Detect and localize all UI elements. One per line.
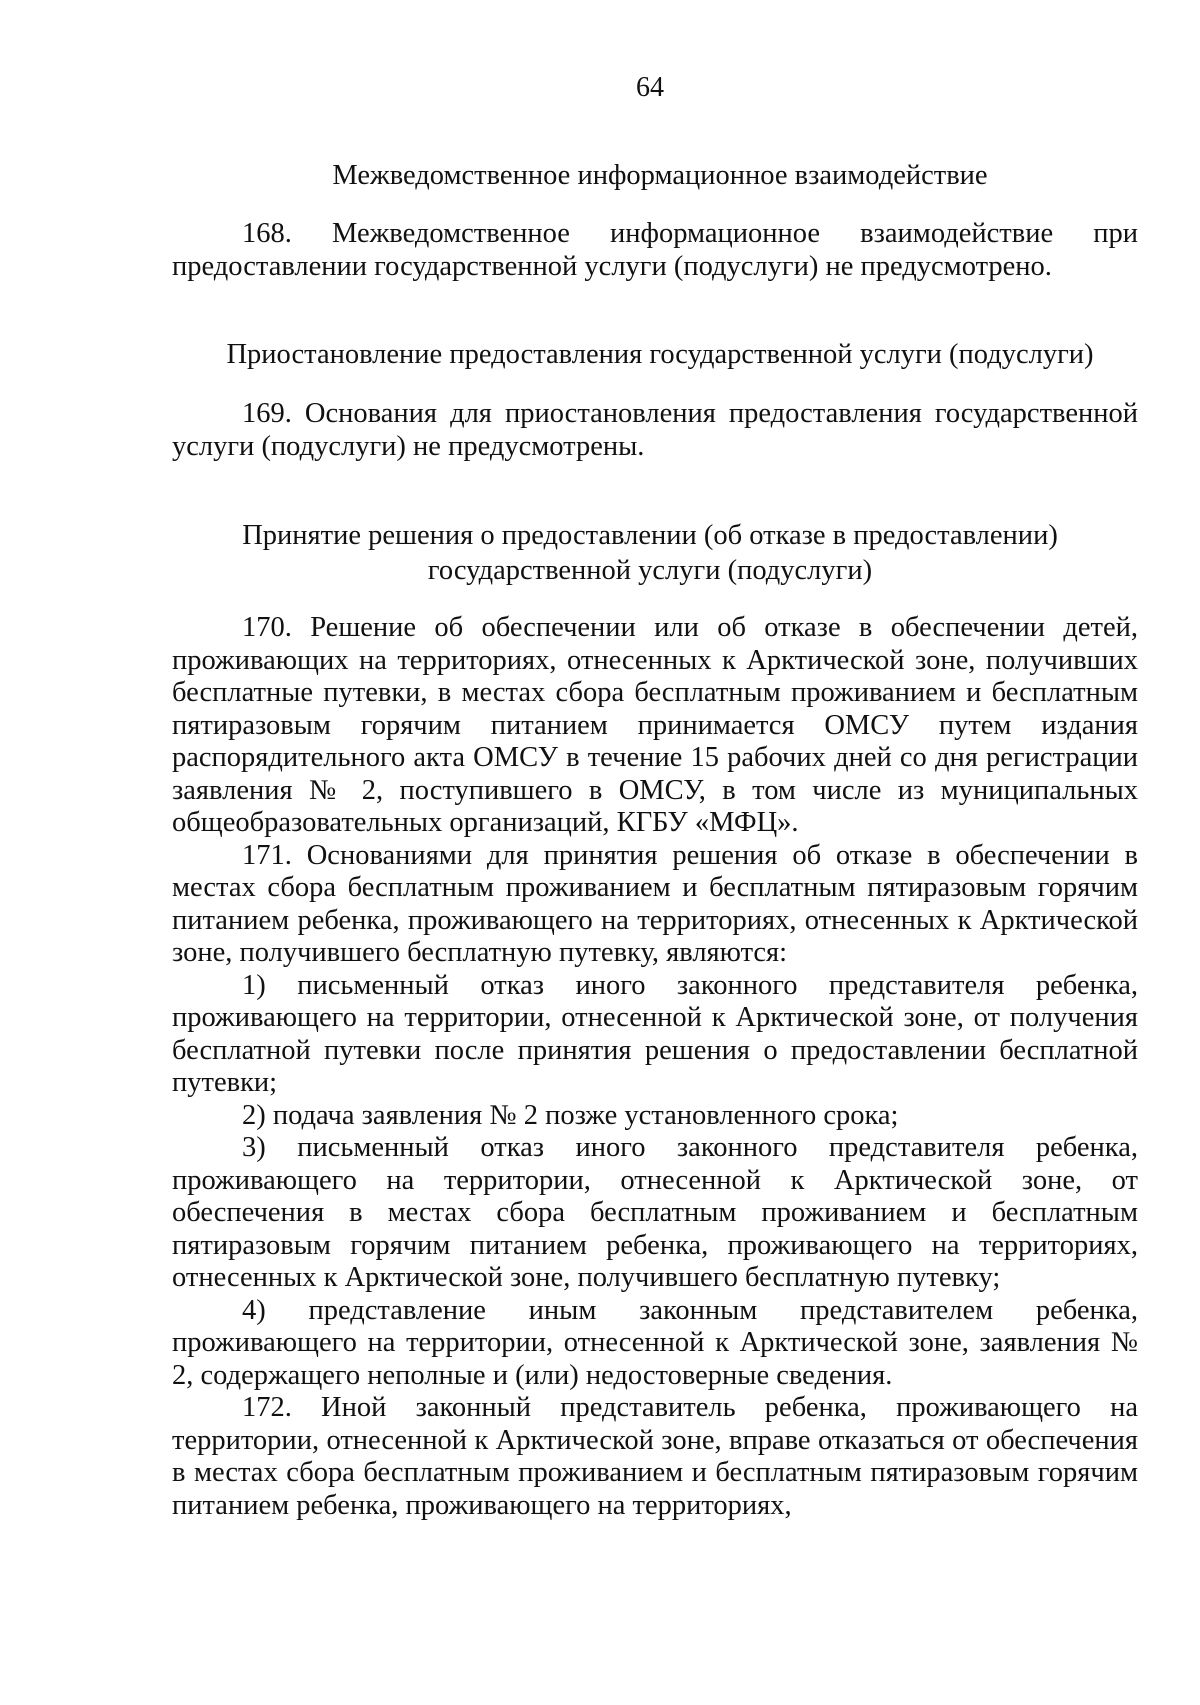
heading-suspension: Приостановление предоставления государственной услуги (подуслуги) [226,339,1094,370]
list-item-4: 4) представление иным законным представителем ребенка, проживающего на территории, отнесенной к Арктической зоне, заявления № 2, содержащего неполные и (или) недостоверные сведения. [172,1294,1138,1391]
page-number: 64 [636,72,664,103]
paragraph-169: 169. Основания для приостановления предоставления государственной услуги (подуслуги) не предусмотрены. [172,398,1138,462]
list-item-3: 3) письменный отказ иного законного представителя ребенка, проживающего на территории, отнесенной к Арктической зоне, от обеспечения в местах сбора бесплатным проживанием и бесплатным пятиразовым горячим питанием ребенка, проживающего на территориях, отнесенных к Арктической зоне, получившего бесплатную путевку; [172,1132,1138,1293]
paragraph-172: 172. Иной законный представитель ребенка, проживающего на территории, отнесенной к Арктической зоне, вправе отказаться от обеспечения в местах сбора бесплатным проживанием и бесплатным пятиразовым горячим питанием ребенка, проживающего на территориях, [172,1392,1138,1521]
heading-decision-line-2: государственной услуги (подуслуги) [427,555,873,586]
paragraph-168: 168. Межведомственное информационное взаимодействие при предоставлении государственной услуги (подуслуги) не предусмотрено. [172,218,1138,282]
heading-interagency: Межведомственное информационное взаимодействие [332,160,988,191]
heading-decision-line-1: Принятие решения о предоставлении (об отказе в предоставлении) [242,520,1058,551]
heading-decision [200,518,1100,588]
list-item-2: 2) подача заявления № 2 позже установленного срока; [242,1099,899,1131]
paragraph-171: 171. Основаниями для принятия решения об отказе в обеспечении в местах сбора бесплатным проживанием и бесплатным пятиразовым горячим питанием ребенка, проживающего на территориях, отнесенных к Арктической зоне, получившего бесплатную путевку, являются: [172,839,1138,968]
paragraph-170: 170. Решение об обеспечении или об отказе в обеспечении детей, проживающих на территориях, отнесенных к Арктической зоне, получивших бесплатные путевки, в местах сбора бесплатным проживанием и бесплатным пятиразовым горячим питанием принимается ОМСУ путем издания распорядительного акта ОМСУ в течение 15 рабочих дней со дня регистрации заявления № 2, поступившего в ОМСУ, в том числе из муниципальных общеобразовательных организаций, КГБУ «МФЦ». [172,612,1138,838]
list-item-1: 1) письменный отказ иного законного представителя ребенка, проживающего на территории, отнесенной к Арктической зоне, от получения бесплатной путевки после принятия решения о предоставлении бесплатной путевки; [172,969,1138,1098]
decision-body [0,612,1200,1522]
